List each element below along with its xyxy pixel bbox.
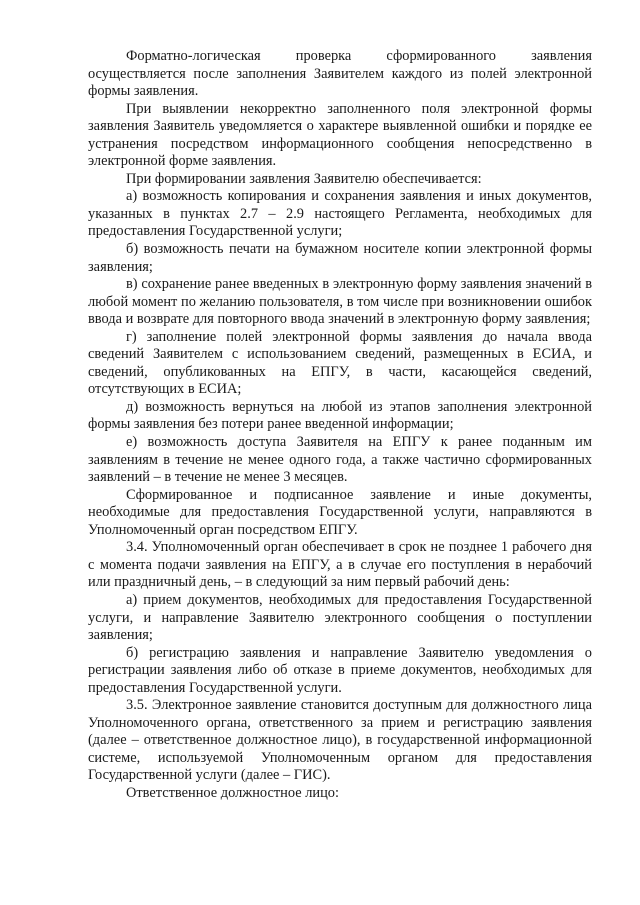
list-item-b-print: б) возможность печати на бумажном носителе копии электронной формы заявления; [88,241,592,275]
list-item-a-receipt: а) прием документов, необходимых для предоставления Государственной услуги, и направление Заявителю электронного сообщения о поступлении заявления; [88,591,592,644]
list-item-v-save-values: в) сохранение ранее введенных в электронную форму заявления значений в любой момент по желанию пользователя, в том числе при возникновении ошибок ввода и возврате для повторного ввода значений в электронную форму заявления; [88,276,592,328]
document-page [88,48,592,803]
paragraph-responsible-official: Ответственное должностное лицо: [126,784,339,801]
list-item-g-prefill: г) заполнение полей электронной формы заявления до начала ввода сведений Заявителем с использованием сведений, размещенных в ЕСИА, и сведений, опубликованных на ЕПГУ, в части, касающейся сведений, отсутствующих в ЕСИА; [88,328,592,398]
paragraph-section-3-4: 3.4. Уполномоченный орган обеспечивает в срок не позднее 1 рабочего дня с момента подачи заявления на ЕПГУ, а в случае его поступления в нерабочий или праздничный день, – в следующий за ним первый рабочий день: [88,539,592,591]
list-item-e-access-history: е) возможность доступа Заявителя на ЕПГУ к ранее поданным им заявлениям в течение не менее одного года, а также частично сформированных заявлений – в течение не менее 3 месяцев. [88,434,592,486]
paragraph-section-3-5: 3.5. Электронное заявление становится доступным для должностного лица Уполномоченного органа, ответственного за прием и регистрацию заявления (далее – ответственное должностное лицо), в государственной информационной системе, используемой Уполномоченным органом для предоставления Государственной услуги (далее – ГИС). [88,697,592,784]
list-item-b-registration: б) регистрацию заявления и направление Заявителю уведомления о регистрации заявления либо об отказе в приеме документов, необходимых для предоставления Государственной услуги. [88,644,592,696]
paragraph-format-check: Форматно-логическая проверка сформированного заявления осуществляется после заполнения Заявителем каждого из полей электронной формы заявления. [88,48,592,100]
paragraph-submission: Сформированное и подписанное заявление и иные документы, необходимые для предоставления Государственной услуги, направляются в Уполномоченный орган посредством ЕПГУ. [88,486,592,538]
paragraph-error-notification: При выявлении некорректно заполненного поля электронной формы заявления Заявитель уведомляется о характере выявленной ошибки и порядке ее устранения посредством информационного сообщения непосредственно в электронной форме заявления. [88,100,592,170]
list-item-a-copy-save: а) возможность копирования и сохранения заявления и иных документов, указанных в пунктах 2.7 – 2.9 настоящего Регламента, необходимых для предоставления Государственной услуги; [88,188,592,240]
paragraph-provided-features-intro: При формировании заявления Заявителю обеспечивается: [126,170,482,187]
list-item-d-return-step: д) возможность вернуться на любой из этапов заполнения электронной формы заявления без потери ранее введенной информации; [88,398,592,433]
